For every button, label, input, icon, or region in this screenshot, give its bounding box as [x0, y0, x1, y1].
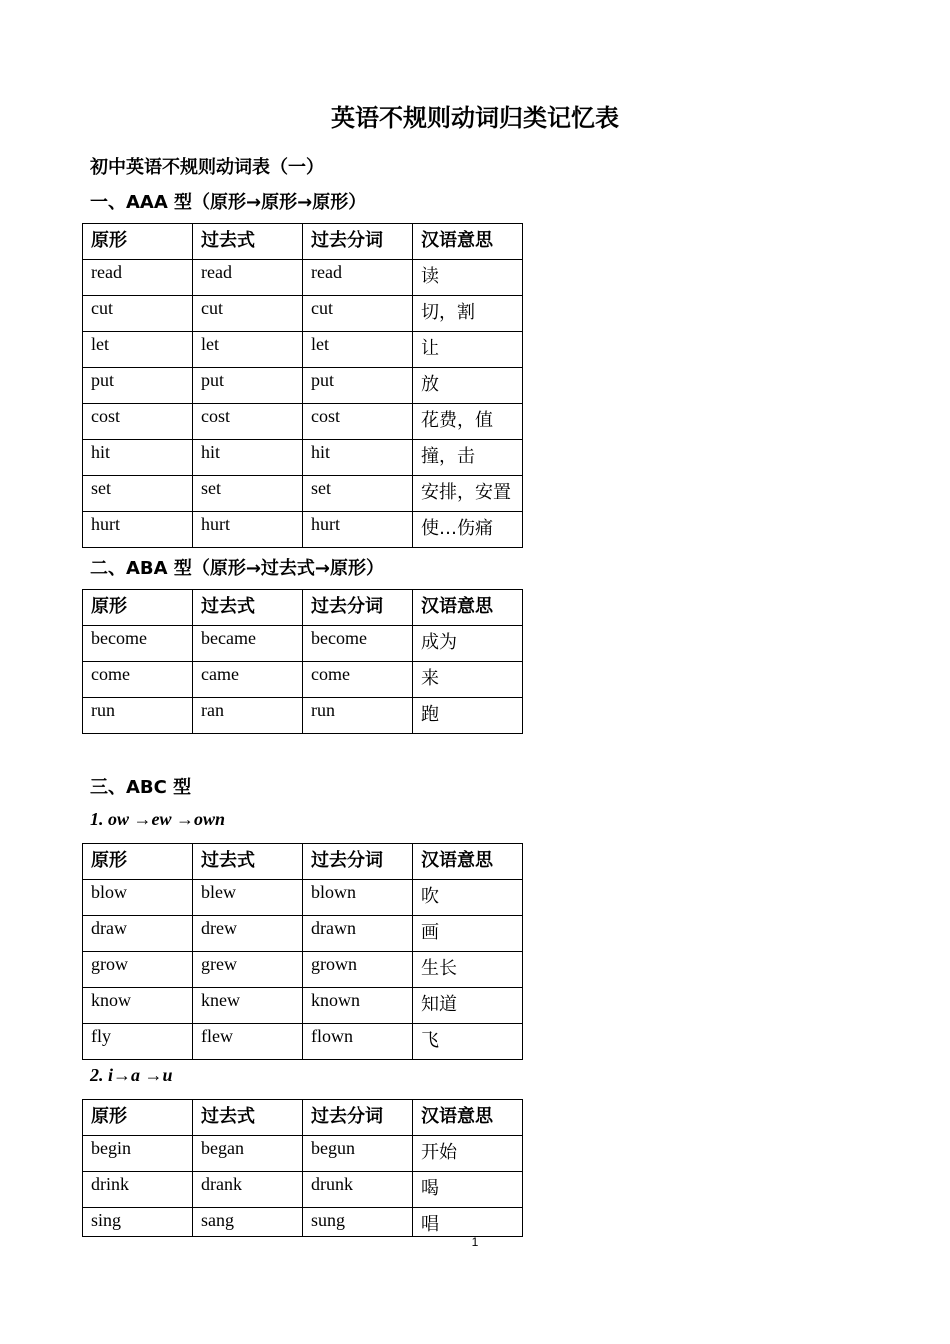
- meaning-cell: 成为: [413, 626, 523, 662]
- past-participle-cell: known: [303, 988, 413, 1024]
- table-row: [83, 1208, 523, 1237]
- column-header: 汉语意思: [413, 224, 523, 260]
- table-row: [83, 368, 523, 404]
- past-tense-cell: hit: [193, 440, 303, 476]
- table-header-row: [83, 844, 523, 880]
- section-aaa-heading: 一、AAA 型（原形→原形→原形）: [90, 192, 367, 213]
- base-form-cell: drink: [83, 1172, 193, 1208]
- section-aba-heading: 二、ABA 型（原形→过去式→原形）: [90, 558, 385, 579]
- past-participle-cell: flown: [303, 1024, 413, 1060]
- base-form-cell: hit: [83, 440, 193, 476]
- past-tense-cell: let: [193, 332, 303, 368]
- past-participle-cell: let: [303, 332, 413, 368]
- base-form-cell: cut: [83, 296, 193, 332]
- table-row: [83, 626, 523, 662]
- past-participle-cell: sung: [303, 1208, 413, 1237]
- meaning-cell: 吹: [413, 880, 523, 916]
- base-form-cell: fly: [83, 1024, 193, 1060]
- table-header-row: [83, 590, 523, 626]
- base-form-cell: read: [83, 260, 193, 296]
- column-header: 原形: [83, 1100, 193, 1136]
- column-header: 原形: [83, 590, 193, 626]
- past-tense-cell: drew: [193, 916, 303, 952]
- past-participle-cell: run: [303, 698, 413, 734]
- base-form-cell: hurt: [83, 512, 193, 548]
- past-participle-cell: cut: [303, 296, 413, 332]
- column-header: 过去分词: [303, 1100, 413, 1136]
- past-tense-cell: came: [193, 662, 303, 698]
- past-tense-cell: blew: [193, 880, 303, 916]
- past-tense-cell: grew: [193, 952, 303, 988]
- table-row: [83, 698, 523, 734]
- meaning-cell: 画: [413, 916, 523, 952]
- base-form-cell: come: [83, 662, 193, 698]
- past-participle-cell: drawn: [303, 916, 413, 952]
- base-form-cell: blow: [83, 880, 193, 916]
- base-form-cell: let: [83, 332, 193, 368]
- meaning-cell: 切，割: [413, 296, 523, 332]
- past-participle-cell: become: [303, 626, 413, 662]
- base-form-cell: grow: [83, 952, 193, 988]
- table-row: [83, 296, 523, 332]
- page-number: 1: [471, 1235, 479, 1249]
- meaning-cell: 安排，安置: [413, 476, 523, 512]
- table-row: [83, 662, 523, 698]
- column-header: 原形: [83, 224, 193, 260]
- base-form-cell: put: [83, 368, 193, 404]
- table-row: [83, 1136, 523, 1172]
- aba-verb-table: [82, 589, 523, 734]
- table-row: [83, 880, 523, 916]
- meaning-cell: 读: [413, 260, 523, 296]
- past-tense-cell: sang: [193, 1208, 303, 1237]
- past-tense-cell: knew: [193, 988, 303, 1024]
- column-header: 过去式: [193, 224, 303, 260]
- meaning-cell: 放: [413, 368, 523, 404]
- past-participle-cell: hit: [303, 440, 413, 476]
- column-header: 过去分词: [303, 224, 413, 260]
- past-tense-cell: cost: [193, 404, 303, 440]
- past-tense-cell: read: [193, 260, 303, 296]
- table-row: [83, 1024, 523, 1060]
- meaning-cell: 来: [413, 662, 523, 698]
- base-form-cell: begin: [83, 1136, 193, 1172]
- column-header: 原形: [83, 844, 193, 880]
- past-tense-cell: set: [193, 476, 303, 512]
- column-header: 过去式: [193, 1100, 303, 1136]
- table-row: [83, 260, 523, 296]
- past-tense-cell: cut: [193, 296, 303, 332]
- past-participle-cell: come: [303, 662, 413, 698]
- meaning-cell: 喝: [413, 1172, 523, 1208]
- column-header: 汉语意思: [413, 844, 523, 880]
- past-tense-cell: hurt: [193, 512, 303, 548]
- past-participle-cell: grown: [303, 952, 413, 988]
- abc-iau-verb-table: [82, 1099, 523, 1237]
- past-tense-cell: began: [193, 1136, 303, 1172]
- meaning-cell: 花费，值: [413, 404, 523, 440]
- abc-i-a-u-heading: 2. i→a →u: [90, 1065, 173, 1085]
- past-tense-cell: ran: [193, 698, 303, 734]
- table-row: [83, 988, 523, 1024]
- table-row: [83, 952, 523, 988]
- abc-ow-verb-table: [82, 843, 523, 1060]
- base-form-cell: set: [83, 476, 193, 512]
- base-form-cell: run: [83, 698, 193, 734]
- document-subtitle: 初中英语不规则动词表（一）: [90, 157, 324, 178]
- base-form-cell: draw: [83, 916, 193, 952]
- column-header: 过去分词: [303, 590, 413, 626]
- past-tense-cell: put: [193, 368, 303, 404]
- past-participle-cell: hurt: [303, 512, 413, 548]
- past-tense-cell: became: [193, 626, 303, 662]
- table-row: [83, 512, 523, 548]
- table-row: [83, 916, 523, 952]
- past-tense-cell: drank: [193, 1172, 303, 1208]
- past-participle-cell: put: [303, 368, 413, 404]
- meaning-cell: 让: [413, 332, 523, 368]
- meaning-cell: 知道: [413, 988, 523, 1024]
- aaa-verb-table: [82, 223, 523, 548]
- table-row: [83, 476, 523, 512]
- past-tense-cell: flew: [193, 1024, 303, 1060]
- column-header: 过去式: [193, 844, 303, 880]
- meaning-cell: 跑: [413, 698, 523, 734]
- past-participle-cell: cost: [303, 404, 413, 440]
- base-form-cell: sing: [83, 1208, 193, 1237]
- meaning-cell: 使…伤痛: [413, 512, 523, 548]
- column-header: 汉语意思: [413, 1100, 523, 1136]
- past-participle-cell: read: [303, 260, 413, 296]
- column-header: 过去式: [193, 590, 303, 626]
- table-row: [83, 332, 523, 368]
- past-participle-cell: begun: [303, 1136, 413, 1172]
- table-header-row: [83, 224, 523, 260]
- meaning-cell: 生长: [413, 952, 523, 988]
- meaning-cell: 开始: [413, 1136, 523, 1172]
- document-title: 英语不规则动词归类记忆表: [331, 104, 619, 132]
- section-abc-heading: 三、ABC 型: [90, 777, 192, 798]
- table-header-row: [83, 1100, 523, 1136]
- column-header: 汉语意思: [413, 590, 523, 626]
- base-form-cell: know: [83, 988, 193, 1024]
- table-row: [83, 1172, 523, 1208]
- meaning-cell: 唱: [413, 1208, 523, 1237]
- column-header: 过去分词: [303, 844, 413, 880]
- table-row: [83, 440, 523, 476]
- abc-ow-ew-own-heading: 1. ow →ew →own: [90, 809, 226, 829]
- past-participle-cell: drunk: [303, 1172, 413, 1208]
- past-participle-cell: blown: [303, 880, 413, 916]
- meaning-cell: 飞: [413, 1024, 523, 1060]
- past-participle-cell: set: [303, 476, 413, 512]
- table-row: [83, 404, 523, 440]
- meaning-cell: 撞，击: [413, 440, 523, 476]
- base-form-cell: cost: [83, 404, 193, 440]
- base-form-cell: become: [83, 626, 193, 662]
